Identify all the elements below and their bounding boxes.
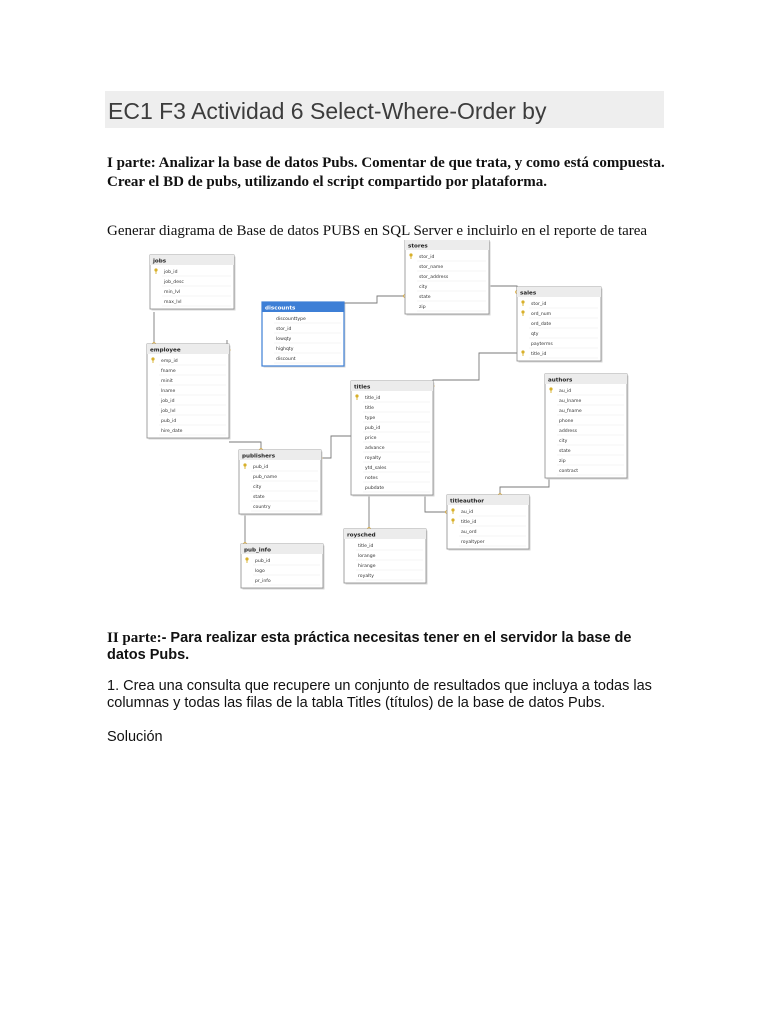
- column-name: zip: [419, 305, 426, 310]
- column-name: address: [559, 429, 578, 434]
- table-discounts[interactable]: [262, 302, 346, 368]
- column-name: stor_name: [419, 265, 444, 270]
- column-name: au_lname: [559, 399, 582, 404]
- part-two-heading: [107, 630, 667, 664]
- column-name: contract: [559, 469, 579, 474]
- part-one-heading: I parte: Analizar la base de datos Pubs. Comentar de que trata, y como está compuesta. Crear el BD de pubs, utilizando el script compartido por plataforma.: [107, 155, 665, 190]
- table-name: stores: [408, 243, 428, 250]
- column-name: notes: [365, 476, 378, 481]
- column-name: job_id: [164, 270, 178, 275]
- column-name: pub_id: [253, 465, 269, 470]
- column-name: pub_id: [161, 419, 177, 424]
- column-name: title_id: [461, 520, 477, 525]
- column-name: country: [253, 505, 271, 510]
- column-name: highqty: [276, 347, 294, 352]
- table-frame: [545, 374, 627, 478]
- relationship-stores-sales: [489, 286, 517, 292]
- step-one-text: 1. Crea una consulta que recupere un conjunto de resultados que incluya a todas las columnas y todas las filas de la tabla Titles (títulos) de la base de datos Pubs.: [107, 678, 652, 711]
- table-titles[interactable]: [351, 381, 435, 497]
- column-name: stor_id: [419, 255, 435, 260]
- column-name: royalty: [358, 574, 374, 579]
- column-name: city: [253, 485, 262, 490]
- table-name: titleauthor: [450, 498, 484, 505]
- column-name: pub_id: [255, 559, 271, 564]
- column-name: qty: [531, 332, 539, 337]
- relationship-employee-publishers: [229, 442, 261, 450]
- table-jobs[interactable]: [150, 255, 236, 311]
- column-name: advance: [365, 446, 385, 451]
- column-name: stor_id: [276, 327, 292, 332]
- table-name: sales: [520, 290, 537, 297]
- column-name: royaltyper: [461, 540, 485, 545]
- column-name: phone: [559, 419, 574, 424]
- column-name: emp_id: [161, 359, 178, 364]
- solution-label: Solución: [107, 729, 163, 745]
- column-name: state: [253, 495, 265, 500]
- column-name: state: [559, 449, 571, 454]
- table-name: publishers: [242, 453, 276, 460]
- document-title: EC1 F3 Actividad 6 Select-Where-Order by: [108, 98, 547, 124]
- table-employee[interactable]: [147, 344, 231, 440]
- column-name: price: [365, 436, 377, 441]
- table-name: roysched: [347, 532, 376, 539]
- column-name: state: [419, 295, 431, 300]
- relationship-sales-titles: [433, 353, 517, 386]
- relationship-titles-publishers: [321, 436, 351, 458]
- table-publishers[interactable]: [239, 450, 323, 516]
- column-name: zip: [559, 459, 566, 464]
- column-name: minit: [161, 379, 173, 384]
- column-name: pr_info: [255, 579, 271, 584]
- diagram-instruction: Generar diagrama de Base de datos PUBS en SQL Server e incluirlo en el reporte de tarea: [107, 223, 648, 239]
- table-name: employee: [150, 347, 181, 354]
- column-name: city: [559, 439, 568, 444]
- pubs-database-diagram: [145, 240, 635, 600]
- column-name: discount: [276, 357, 296, 362]
- column-name: job_lvl: [161, 409, 176, 414]
- column-name: ord_date: [531, 322, 552, 327]
- column-name: fname: [161, 369, 176, 374]
- column-name: au_id: [461, 510, 474, 515]
- column-name: royalty: [365, 456, 381, 461]
- column-name: title_id: [365, 396, 381, 401]
- relationship-authors-titleauthor: [500, 474, 549, 495]
- column-name: type: [365, 416, 376, 421]
- column-name: title_id: [531, 352, 547, 357]
- column-name: pubdate: [365, 486, 385, 491]
- table-roysched[interactable]: [344, 529, 428, 585]
- table-name: discounts: [265, 305, 296, 312]
- column-name: city: [419, 285, 428, 290]
- column-name: stor_address: [419, 275, 449, 280]
- column-name: stor_id: [531, 302, 547, 307]
- relationship-discounts-stores: [344, 296, 405, 303]
- column-name: au_fname: [559, 409, 582, 414]
- column-name: lname: [161, 389, 176, 394]
- diagram-tables: [147, 240, 629, 590]
- column-name: title_id: [358, 544, 374, 549]
- column-name: job_desc: [164, 280, 184, 285]
- column-name: title: [365, 406, 374, 411]
- column-name: job_id: [161, 399, 175, 404]
- column-name: lorange: [358, 554, 376, 559]
- column-name: logo: [255, 569, 265, 574]
- table-name: pub_info: [244, 547, 271, 554]
- column-name: hirange: [358, 564, 376, 569]
- table-frame: [351, 381, 433, 495]
- document-title-band: [105, 91, 664, 128]
- table-name: titles: [354, 384, 371, 391]
- column-name: pub_id: [365, 426, 381, 431]
- column-name: payterms: [531, 342, 553, 347]
- column-name: au_ord: [461, 530, 477, 535]
- column-name: max_lvl: [164, 300, 182, 305]
- table-frame: [147, 344, 229, 438]
- column-name: ord_num: [531, 312, 552, 317]
- table-name: authors: [548, 377, 573, 384]
- table-name: jobs: [153, 258, 167, 265]
- table-stores[interactable]: [405, 240, 491, 316]
- table-titleauthor[interactable]: [447, 495, 531, 551]
- part-two-lead: II parte:: [107, 630, 162, 646]
- column-name: lowqty: [276, 337, 292, 342]
- part-two-text: - Para realizar esta práctica necesitas tener en el servidor la base de datos Pubs.: [107, 630, 632, 663]
- column-name: pub_name: [253, 475, 278, 480]
- column-name: ytd_sales: [365, 466, 387, 471]
- table-pub_info[interactable]: [241, 544, 325, 590]
- table-authors[interactable]: [545, 374, 629, 480]
- column-name: au_id: [559, 389, 572, 394]
- column-name: min_lvl: [164, 290, 181, 295]
- column-name: hire_date: [161, 429, 183, 434]
- table-frame: [517, 287, 601, 361]
- table-sales[interactable]: [517, 287, 603, 363]
- column-name: discounttype: [276, 317, 306, 322]
